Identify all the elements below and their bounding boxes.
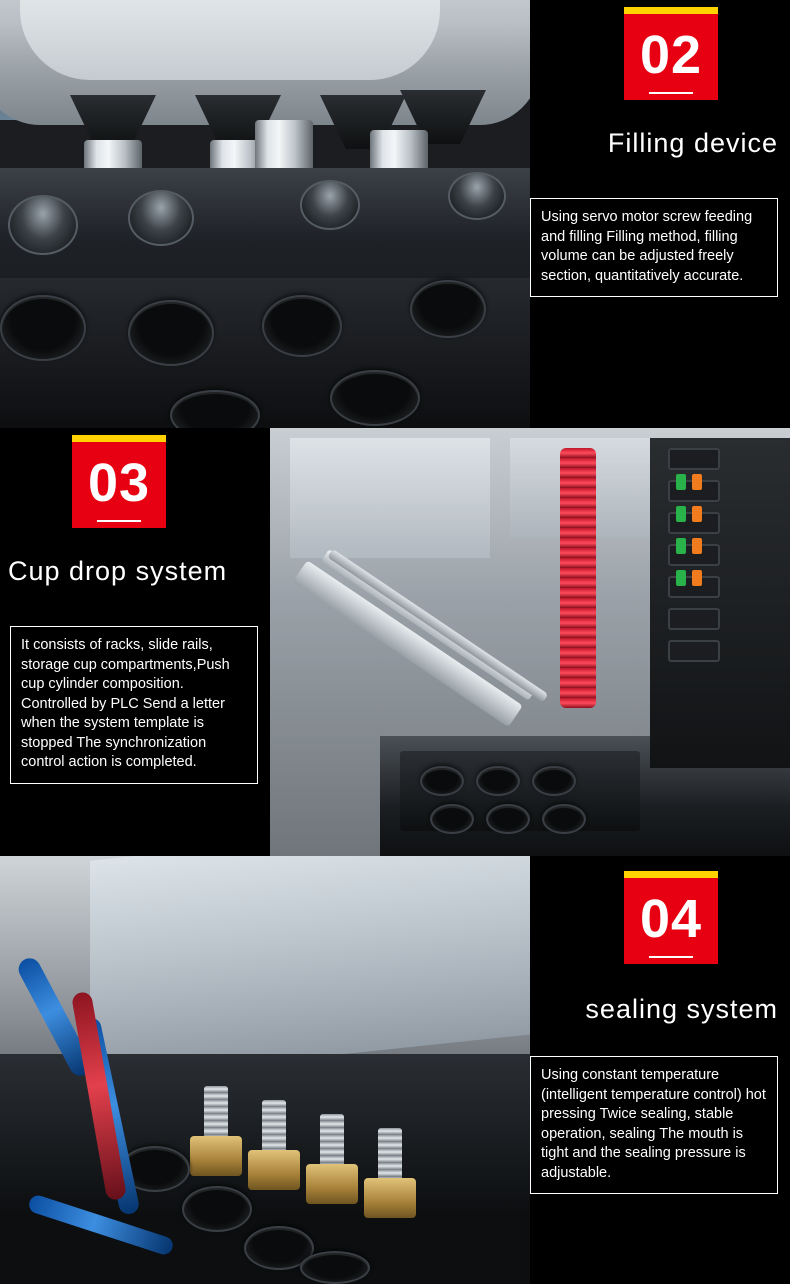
- accent-bar-04: [624, 871, 718, 878]
- cup-hole: [262, 295, 342, 357]
- section-title-03: Cup drop system: [8, 556, 228, 586]
- cable-drag-chain: [650, 438, 790, 768]
- section-title-04: sealing system: [585, 994, 778, 1024]
- cup-hole: [300, 1251, 370, 1284]
- cup-hole: [448, 172, 506, 220]
- step-number-04: 04: [639, 889, 703, 949]
- text-panel-04: [530, 856, 790, 1284]
- text-panel-03: [0, 428, 270, 856]
- section-description-02: Using servo motor screw feeding and filling Filling method, filling volume can be adjusted freely section, quantitatively accurate.: [530, 198, 778, 297]
- text-panel-02: [530, 0, 790, 428]
- cup-hole: [430, 804, 474, 834]
- cup-hole: [0, 295, 86, 361]
- cup-hole: [542, 804, 586, 834]
- factory-window: [290, 438, 490, 558]
- cup-hole: [128, 190, 194, 246]
- cup-hole: [476, 766, 520, 796]
- photo-cup-drop-system: [270, 428, 790, 856]
- accent-bar-02: [624, 7, 718, 14]
- cup-hole: [486, 804, 530, 834]
- cup-hole: [420, 766, 464, 796]
- cup-hole: [182, 1186, 252, 1232]
- section-description-03: It consists of racks, slide rails, storage cup compartments,Push cup cylinder composition. Controlled by PLC Send a letter when the system template is stopped The synchronization control action is completed.: [10, 626, 258, 784]
- section-description-04: Using constant temperature (intelligent temperature control) hot pressing Twice sealing, stable operation, sealing The mouth is tight and the sealing pressure is adjustable.: [530, 1056, 778, 1194]
- photo-filling-nozzles: [0, 0, 530, 428]
- red-spring-column: [560, 448, 596, 708]
- cup-hole: [330, 370, 420, 426]
- feature-section-sealing-system: [0, 856, 790, 1284]
- step-number-badge-03: [72, 442, 166, 528]
- cup-hole: [410, 280, 486, 338]
- cup-hole: [8, 195, 78, 255]
- step-number-badge-04: [624, 878, 718, 964]
- step-number-03: 03: [87, 453, 151, 513]
- cup-hole: [532, 766, 576, 796]
- step-number-02: 02: [639, 25, 703, 85]
- feature-section-filling-device: [0, 0, 790, 428]
- machine-top-highlight: [20, 0, 440, 80]
- photo-sealing-heads: [0, 856, 530, 1284]
- cup-hole: [128, 300, 214, 366]
- accent-bar-03: [72, 435, 166, 442]
- feature-section-cup-drop-system: [0, 428, 790, 856]
- step-number-badge-02: [624, 14, 718, 100]
- section-title-02: Filling device: [607, 128, 778, 158]
- cup-hole: [300, 180, 360, 230]
